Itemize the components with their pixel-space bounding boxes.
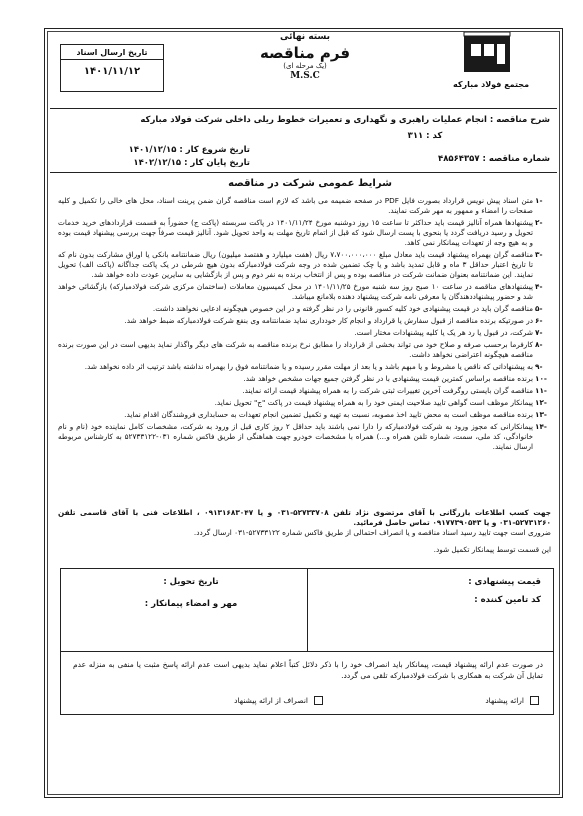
condition-item <box>58 374 551 384</box>
divider <box>307 569 308 651</box>
condition-item <box>58 196 551 216</box>
condition-text: شرکت، در قبول یا رد هر یک یا کلیه پیشنهادات مختار است. <box>354 328 533 337</box>
condition-number: ۶- <box>535 316 543 325</box>
condition-number: ۸- <box>535 340 543 349</box>
condition-item <box>58 398 551 408</box>
divider <box>61 651 553 652</box>
stamp-label: مهر و امضاء پیمانکار : <box>144 599 238 609</box>
condition-text: مناقصه گران بایستی روگرفت آخرین تغییرات ثبتی شرکت را به همراه پیشنهاد قیمت ارائه نمایند. <box>242 386 533 395</box>
offer-checkbox[interactable] <box>530 696 539 705</box>
offer-option-label: ارائه پیشنهاد <box>485 696 524 705</box>
conditions-title: شرایط عمومی شرکت در مناقصه <box>228 178 392 189</box>
condition-text: به پیشنهاداتی که ناقص یا مشروط و یا مبهم باشد و یا بعد از مهلت مقرر رسیده و یا ضمانتنامه فوق را بهمراه نداشته باشد ترتیب اثر داده نخواهد شد. <box>84 362 533 371</box>
delivery-date-label: تاریخ تحویل : <box>163 577 219 587</box>
fax-note: ضروری است جهت تایید رسید اسناد مناقصه و یا انصراف احتمالی از طریق فاکس شماره ۵۲۷۳۳۱۲۲-۰۳۱ ارسال گردد. <box>193 528 551 537</box>
send-date-box <box>60 44 164 92</box>
contractor-note: این قسمت توسط پیمانکار تکمیل شود. <box>433 545 551 554</box>
condition-text: برنده مناقصه براساس کمترین قیمت پیشنهادی با در نظر گرفتن جمیع جهات مشخص خواهد شد. <box>243 374 533 383</box>
condition-number: ۱۴- <box>535 422 547 431</box>
withdraw-checkbox[interactable] <box>314 696 323 705</box>
tender-number: شماره مناقصه : ۴۸۵۶۴۳۵۷ <box>438 154 550 164</box>
supplier-code-label: کد تامین کننده : <box>474 595 541 605</box>
send-date-label: تاریخ ارسال اسناد <box>61 45 163 60</box>
condition-number: ۹- <box>535 362 543 371</box>
condition-number: ۱- <box>535 196 543 205</box>
condition-item <box>58 304 551 314</box>
condition-item <box>58 340 551 360</box>
conditions-list <box>58 196 551 454</box>
form-subtitle: (یک مرحله ای) <box>283 62 327 70</box>
offer-price-label: قیمت پیشنهادی : <box>468 577 541 587</box>
sealed-label: بسته نهائی <box>280 32 330 42</box>
offer-option[interactable] <box>485 696 539 705</box>
condition-number: ۱۱- <box>535 386 547 395</box>
condition-number: ۷- <box>535 328 543 337</box>
condition-number: ۳- <box>535 250 543 259</box>
form-title: فرم مناقصه <box>259 44 351 62</box>
condition-item <box>58 362 551 372</box>
start-date: تاریخ شروع کار : ۱۴۰۱/۱۲/۱۵ <box>128 145 250 155</box>
withdraw-option-label: انصراف از ارائه پیشنهاد <box>234 696 308 705</box>
condition-item <box>58 218 551 248</box>
contact-info: جهت کسب اطلاعات بازرگانی با آقای مرتضوی نژاد تلفن ۵۲۷۳۳۷۰۸-۰۳۱ و یا ۰۹۱۳۱۶۸۳۰۴۷ ، اطلاعات فنی با آقای قاسمی تلفن ۵۲۷۳۱۲۶۰-۰۳۱ و یا ۰۹۱۷۷۳۹۰۵۴۳ تماس حاصل فرمائید. <box>58 508 552 527</box>
condition-text: مناقصه گران باید در قیمت پیشنهادی خود کلیه کسور قانونی را در نظر گرفته و در این خصوص هیچگونه ادعایی نخواهند داشت. <box>152 304 533 313</box>
condition-text: برنده مناقصه موظف است به محض تایید اخذ مصوبه، نسبت به تهیه و تکمیل تضمین انجام تعهدات به حسابداری فروشندگان اقدام نماید. <box>124 410 533 419</box>
contractor-box <box>60 568 554 715</box>
condition-item <box>58 410 551 420</box>
condition-item <box>58 422 551 452</box>
condition-number: ۱۳- <box>535 410 547 419</box>
divider <box>50 108 557 109</box>
tender-code: کد : ۳۱۱ <box>407 131 443 141</box>
condition-item <box>58 316 551 326</box>
tender-description: شرح مناقصه : انجام عملیات راهبری و نگهداری و تعمیرات خطوط ریلی داخلی شرکت فولاد مبارکه <box>140 115 550 125</box>
msc-label: M.S.C <box>290 71 320 81</box>
condition-number: ۲- <box>535 218 543 227</box>
company-logo-icon <box>462 32 512 76</box>
condition-text: پیشنهادهای مناقصه در ساعت ۱۰ صبح روز سه شنبه مورخ ۱۴۰۱/۱۱/۲۵ در محل کمیسیون معاملات (ساختمان مرکزی شرکت فولادمبارکه) بازگشائی خواهد شد و حضور پیشنهاددهندگان یا معرفی نامه شرکت پیشنهاد دهنده بلامانع میباشد. <box>58 282 533 301</box>
company-caption: مجتمع فولاد مبارکه <box>452 80 530 89</box>
condition-item <box>58 386 551 396</box>
condition-text: پیشنهادها همراه آنالیز قیمت باید حداکثر تا ساعت ۱۵ روز دوشنبه مورخ ۱۴۰۱/۱۱/۲۴ در پاکت سربسته (پاکت ج) حضوراً به قسمت قراردادهای خرید خدمات تحویل و رسید دریافت گردد یا بنحوی با پست ارسال شود که قبل از اتمام تاریخ مهلت به واحد تحویل شود. آنالیز قیمت صرفاً جهت بررسی پیشنهاد قیمت بوده و به هیچ وجه از تعهدات پیمانکار نمی کاهد. <box>58 218 534 247</box>
divider <box>50 172 557 173</box>
condition-text: کارفرما برحسب صرفه و صلاح خود می تواند بخشی از قرارداد را مطابق نرخ برنده مناقصه به شرکت های دیگر واگذار نماید بدیهی است در این صورت برنده مناقصه هیچگونه اعتراضی نخواهد داشت. <box>58 340 533 359</box>
condition-number: ۴- <box>535 282 543 291</box>
condition-text: پیمانکار موظف است گواهی تایید صلاحیت ایمنی خود را به همراه پیشنهاد قیمت در پاکت "ج" تحویل نماید. <box>214 398 533 407</box>
condition-item <box>58 328 551 338</box>
withdraw-option[interactable] <box>234 696 323 705</box>
condition-text: متن اسناد پیش نویس قرارداد بصورت فایل PDF در صفحه ضمیمه می باشد که لازم است مناقصه گران ضمن پرینت اسناد، محل های خالی را تکمیل و کلیه صفحات را امضاء و ممهور به مهر شرکت نمایند. <box>58 196 533 215</box>
form-header <box>210 32 400 81</box>
condition-number: ۱۲- <box>535 398 547 407</box>
end-date: تاریخ پایان کار : ۱۴۰۲/۱۲/۱۵ <box>133 158 250 168</box>
condition-number: ۵- <box>535 304 543 313</box>
condition-text: پیمانکارانی که مجوز ورود به شرکت فولادمبارکه را دارا نمی باشند باید حداقل ۲ روز کاری قبل از ورود به شرکت، مشخصات کامل نماینده خود (نام و نام خانوادگی، کد ملی، سمت، شماره تلفن همراه و...) همراه با مشخصات خودرو جهت هماهنگی از طریق فاکس شماره ۰۳۱-۵۲۷۳۳۱۲۲ به کارشناس مربوطه ارسال نمایند. <box>58 422 533 451</box>
send-date-value: ۱۴۰۱/۱۱/۱۲ <box>83 66 141 77</box>
withdraw-paragraph: در صورت عدم ارائه پیشنهاد قیمت، پیمانکار باید انصراف خود را با ذکر دلائل کتباً اعلام نماید بدیهی است عدم ارائه پاسخ مثبت یا منفی به منزله عدم تمایل آن شرکت به همکاری با شرکت فولادمبارکه تلقی می گردد. <box>73 660 543 680</box>
condition-item <box>58 250 551 280</box>
condition-number: ۱۰- <box>535 374 547 383</box>
condition-text: در صورتیکه برنده مناقصه از قبول سفارش یا قرارداد و انجام کار خودداری نماید ضمانتنامه وی بنفع شرکت فولادمبارکه ضبط خواهد شد. <box>124 316 533 325</box>
condition-item <box>58 282 551 302</box>
condition-text: مناقصه گران بهمراه پیشنهاد قیمت باید معادل مبلغ ۷،۷۰۰،۰۰۰،۰۰۰ ریال (هفت میلیارد و هفتصد میلیون) ریال ضمانتنامه بانکی یا اوراق مشارکت بدون نام که تا تاریخ اعتبار حداقل ۳ ماه و قابل تمدید باشد و یا چک تضمین شده در وجه شرکت فولادمبارکه بدون هیچ شرطی در یک پاکت جداگانه (پاکت الف) تحویل نمایند. این ضمانتنامه بعنوان ضمانت شرکت در مناقصه بوده و پس از انتخاب برنده به نفر دوم و پس از بازگشایی به سایرین عودت داده خواهد شد. <box>58 250 533 279</box>
